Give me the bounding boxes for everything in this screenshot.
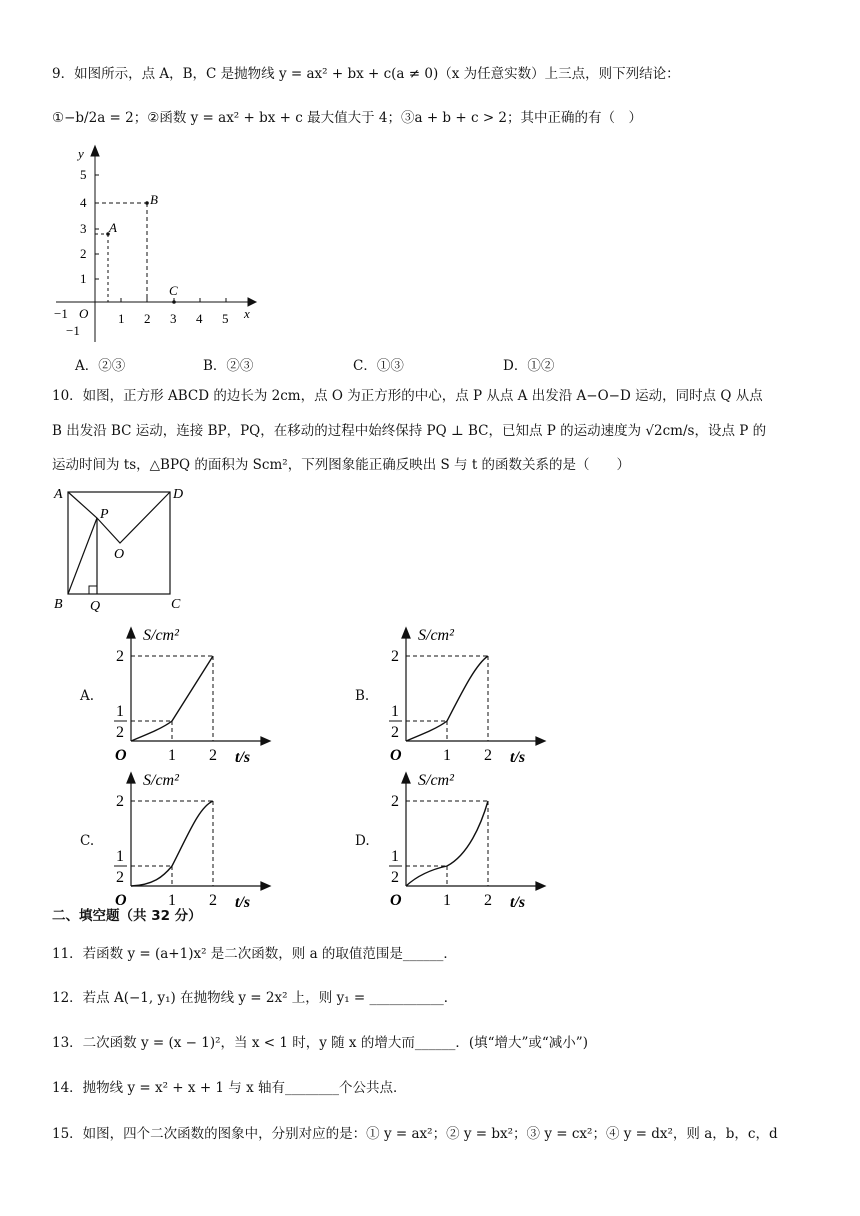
x-tick-2: 2 [209, 747, 217, 764]
sq-label-c: C [171, 597, 181, 612]
q9-option-a[interactable]: A．②③ [75, 358, 126, 374]
y-half-denominator: 2 [391, 724, 399, 741]
q15: 15．如图，四个二次函数的图象中，分别对应的是：① y = ax²；② y = bx²；③ y = cx²；④ y = dx²，则 a，b，c，d [52, 1126, 778, 1142]
x-axis-label: t/s [510, 749, 526, 765]
q9-option-c[interactable]: C．①③ [353, 358, 404, 374]
q9-line2: ①−b/2a = 2；②函数 y = ax² + bx + c 最大值大于 4；③a + b + c > 2；其中正确的有（ ） [52, 110, 643, 126]
q10-option-b[interactable] [350, 620, 560, 765]
y-half-numerator: 1 [391, 703, 399, 720]
q10-option-letter: D. [355, 833, 370, 849]
x-tick-1: 1 [168, 892, 176, 909]
x-axis-label: t/s [235, 894, 251, 910]
option-graph-svg [378, 765, 568, 910]
origin-label: O [390, 892, 402, 909]
option-graph-svg [378, 620, 568, 765]
q9-graph [48, 142, 268, 347]
point-c [172, 300, 176, 304]
x-tick-2: 2 [209, 892, 217, 909]
y-axis-label: S/cm² [143, 772, 179, 789]
origin-label: O [79, 306, 89, 321]
y-half-denominator: 2 [391, 869, 399, 886]
section-title: 二、填空题（共 32 分） [52, 908, 202, 924]
label-b: B [150, 192, 158, 207]
q10-square-figure [50, 480, 200, 615]
y-axis-label: S/cm² [418, 627, 454, 644]
q10-line3: 运动时间为 ts，△BPQ 的面积为 Scm²，下列图象能正确反映出 S 与 t 的函数关系的是（ ） [52, 457, 631, 473]
x-axis-label: t/s [235, 749, 251, 765]
x-tick-1: 1 [168, 747, 176, 764]
y-half-numerator: 1 [391, 848, 399, 865]
q11: 11．若函数 y = (a+1)x² 是二次函数，则 a 的取值范围是______． [52, 946, 457, 962]
sq-label-b: B [54, 597, 63, 612]
x-tick-1: 1 [443, 892, 451, 909]
label-c: C [169, 283, 178, 298]
origin-label: O [115, 892, 127, 909]
sq-label-a: A [54, 487, 63, 502]
y-half-denominator: 2 [116, 724, 124, 741]
x-axis-label: t/s [510, 894, 526, 910]
y-half-numerator: 1 [116, 703, 124, 720]
q9-option-b[interactable]: B．②③ [203, 358, 254, 374]
q10-line1: 10．如图，正方形 ABCD 的边长为 2cm，点 O 为正方形的中心，点 P 从点 A 出发沿 A−O−D 运动，同时点 Q 从点 [52, 388, 763, 404]
q10-option-c[interactable] [75, 765, 285, 910]
x-tick-4: 4 [196, 311, 203, 326]
y-tick-2: 2 [116, 648, 124, 665]
y-tick-neg1: −1 [66, 323, 80, 338]
y-half-numerator: 1 [116, 848, 124, 865]
x-tick-5: 5 [222, 311, 229, 326]
x-tick-2: 2 [144, 311, 151, 326]
y-tick-2: 2 [391, 648, 399, 665]
q9-option-d[interactable]: D．①② [503, 358, 555, 374]
y-tick-1: 1 [80, 271, 87, 286]
q14: 14．抛物线 y = x² + x + 1 与 x 轴有________个公共点． [52, 1080, 407, 1096]
origin-label: O [115, 747, 127, 764]
q10-line2: B 出发沿 BC 运动，连接 BP，PQ，在移动的过程中始终保持 PQ ⊥ BC，已知点 P 的运动速度为 √2cm/s，设点 P 的 [52, 423, 767, 439]
y-tick-2: 2 [391, 793, 399, 810]
option-graph-svg [103, 765, 293, 910]
sq-label-q: Q [90, 599, 101, 614]
q13: 13．二次函数 y = (x − 1)²，当 x < 1 时，y 随 x 的增大而______．(填“增大”或“减小”) [52, 1035, 588, 1051]
q10-option-a[interactable] [75, 620, 285, 765]
y-tick-2: 2 [116, 793, 124, 810]
q10-option-letter: C. [80, 833, 95, 849]
x-tick-2: 2 [484, 892, 492, 909]
y-axis-label: y [78, 146, 84, 161]
x-tick-3: 3 [170, 311, 177, 326]
sq-label-p: P [100, 507, 109, 522]
x-tick-2: 2 [484, 747, 492, 764]
y-axis-label: S/cm² [418, 772, 454, 789]
sq-label-o: O [114, 547, 125, 562]
x-tick-1: 1 [443, 747, 451, 764]
option-graph-svg [103, 620, 293, 765]
q10-option-letter: A. [80, 688, 95, 704]
y-tick-5: 5 [80, 167, 87, 182]
x-axis-label: x [244, 306, 250, 321]
x-tick-1: 1 [118, 311, 125, 326]
q10-option-d[interactable] [350, 765, 560, 910]
q9-line1: 9．如图所示，点 A，B，C 是抛物线 y = ax² + bx + c(a ≠ 0)（x 为任意实数）上三点，则下列结论： [52, 66, 680, 82]
y-tick-4: 4 [80, 195, 87, 210]
y-half-denominator: 2 [116, 869, 124, 886]
origin-label: O [390, 747, 402, 764]
y-tick-3: 3 [80, 221, 87, 236]
point-b [145, 201, 149, 205]
q10-option-letter: B. [355, 688, 370, 704]
y-tick-2: 2 [80, 246, 87, 261]
q12: 12．若点 A(−1, y₁) 在抛物线 y = 2x² 上，则 y₁ = ___________． [52, 990, 458, 1006]
x-tick-neg1: −1 [54, 306, 68, 321]
y-axis-label: S/cm² [143, 627, 179, 644]
label-a: A [109, 220, 117, 235]
sq-label-d: D [173, 487, 184, 502]
